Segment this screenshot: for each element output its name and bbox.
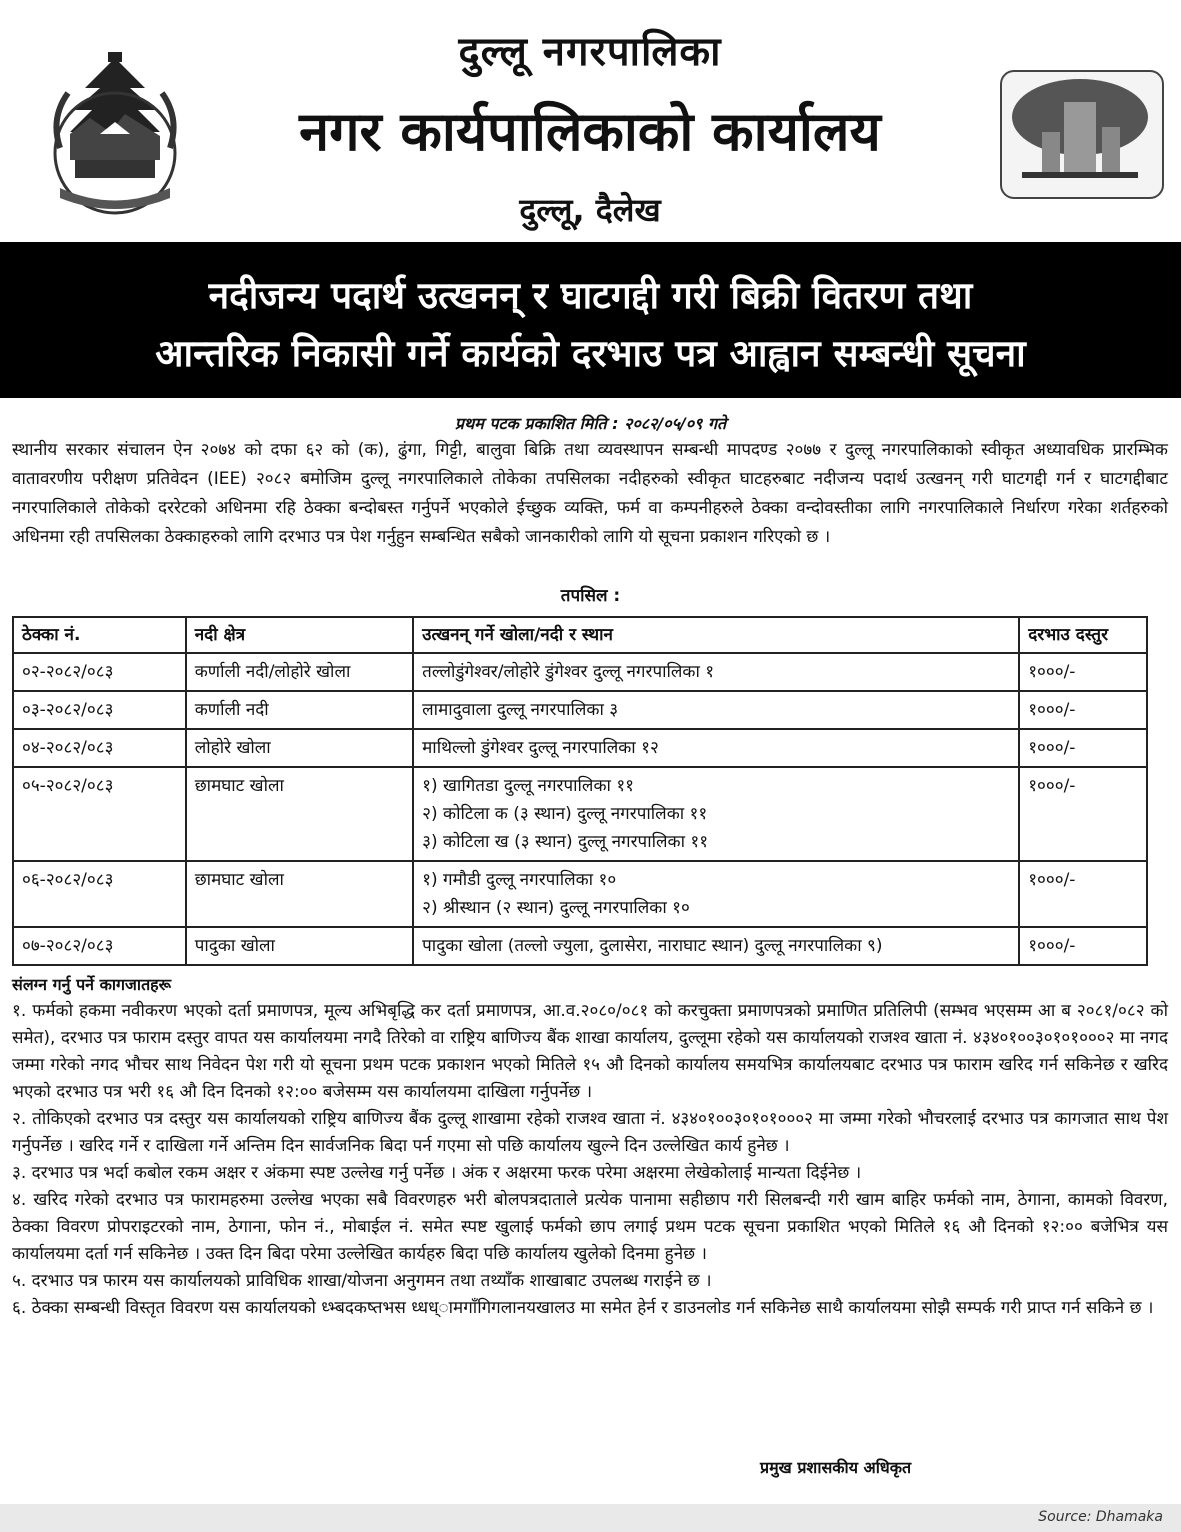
notice-header [0, 0, 1181, 240]
location-line: १) गमौडी दुल्लू नगरपालिका १० [422, 870, 617, 890]
header-location: उत्खनन् गर्ने खोला/नदी र स्थान [413, 617, 1019, 653]
fee-cell: १०००/- [1019, 729, 1147, 767]
table-row [13, 767, 1147, 861]
location-cell [413, 927, 1019, 965]
table-row [13, 861, 1147, 927]
nepal-government-emblem-icon [30, 48, 200, 218]
contracts-table [12, 616, 1148, 966]
office-name: नगर कार्यपालिकाको कार्यालय [299, 100, 881, 163]
location-line: पादुका खोला (तल्लो ज्युला, दुलासेरा, नाराघाट स्थान) दुल्लू नगरपालिका ९) [422, 936, 883, 956]
location-cell [413, 653, 1019, 691]
location-line: २) श्रीस्थान (२ स्थान) दुल्लू नगरपालिका १० [422, 898, 690, 918]
notice-title-line-2: आन्तरिक निकासी गर्ने कार्यको दरभाउ पत्र आह्वान सम्बन्धी सूचना [155, 332, 1026, 375]
documents-list [12, 998, 1168, 1322]
document-item: ३. दरभाउ पत्र भर्दा कबोल रकम अक्षर र अंकमा स्पष्ट उल्लेख गर्नु पर्नेछ । अंक र अक्षरमा फरक परेमा अक्षरमा लेखेकोलाई मान्यता दिईनेछ । [12, 1163, 862, 1183]
table-row [13, 729, 1147, 767]
river-area-cell: छामघाट खोला [186, 861, 413, 927]
contract-no-cell: ०६-२०८२/०८३ [13, 861, 186, 927]
location-cell [413, 729, 1019, 767]
schedule-label: तपसिल : [560, 586, 621, 606]
fee-cell: १०००/- [1019, 861, 1147, 927]
location-line: १) खागितडा दुल्लू नगरपालिका ११ [422, 776, 635, 796]
document-item: १. फर्मको हकमा नवीकरण भएको दर्ता प्रमाणपत्र, मूल्य अभिबृद्धि कर दर्ता प्रमाणपत्र, आ.व.२०८०/०८१ को करचुक्ता प्रमाणपत्रको प्रमाणित प्रतिलिपी (सम्भव भएसम्म आ ब २०८१/०८२ को समेत), दरभाउ पत्र फाराम दस्तुर वापत यस कार्यालयमा नगदै तिरेको वा राष्ट्रिय बाणिज्य बैंक शाखा कार्यालय, दुल्लूमा रहेको यस कार्यालयको राजश्व खाता नं. ४३४०१००३०१०१०००२ मा नगद जम्मा गरेको नगद भौचर साथ निवेदन पेश गरी यो सूचना प्रथम पटक प्रकाशन भएको मितिले १५ औ दिनको कार्यालय समयभित्र कार्यालयबाट दरभाउ पत्र फाराम खरिद गर्न सकिनेछ र खरिद भएको दरभाउ पत्र भरी १६ औ दिन दिनको १२:०० बजेसम्म यस कार्यालयमा दाखिला गर्नुपर्नेछ । [12, 1001, 1168, 1102]
footer-bar [0, 1504, 1181, 1532]
location-cell [413, 861, 1019, 927]
header-fee: दरभाउ दस्तुर [1019, 617, 1147, 653]
fee-cell: १०००/- [1019, 767, 1147, 861]
location-line: तल्लोडुंगेश्वर/लोहोरे डुंगेश्वर दुल्लू नगरपालिका १ [422, 662, 715, 682]
table-row [13, 927, 1147, 965]
river-area-cell: पादुका खोला [186, 927, 413, 965]
contract-no-cell: ०४-२०८२/०८३ [13, 729, 186, 767]
header-contract-no: ठेक्का नं. [13, 617, 186, 653]
contract-no-cell: ०२-२०८२/०८३ [13, 653, 186, 691]
header-river-area: नदी क्षेत्र [186, 617, 413, 653]
contract-no-cell: ०७-२०८२/०८३ [13, 927, 186, 965]
office-address: दुल्लू, दैलेख [519, 191, 661, 229]
location-line: लामादुवाला दुल्लू नगरपालिका ३ [422, 700, 619, 720]
document-item: ५. दरभाउ पत्र फारम यस कार्यालयको प्राविधिक शाखा/योजना अनुगमन तथा तथ्याँक शाखाबाट उपलब्ध गराईने छ । [12, 1271, 712, 1291]
signature-title: प्रमुख प्रशासकीय अधिकृत [760, 1458, 912, 1477]
fee-cell: १०००/- [1019, 691, 1147, 729]
location-line: ३) कोटिला ख (३ स्थान) दुल्लू नगरपालिका ११ [422, 832, 709, 852]
contract-no-cell: ०३-२०८२/०८३ [13, 691, 186, 729]
document-item: ६. ठेक्का सम्बन्धी विस्तृत विवरण यस कार्यालयको ध्भ्बदकष्तभस ध्धध्ामगाँगिगलानयखालउ मा समेत हेर्न र डाउनलोड गर्न सकिनेछ साथै कार्यालयमा सोझै सम्पर्क गरी प्राप्त गर्न सकिने छ । [12, 1298, 1154, 1318]
river-area-cell: कर्णाली नदी [186, 691, 413, 729]
municipality-name: दुल्लू नगरपालिका [458, 29, 722, 75]
fee-cell: १०००/- [1019, 927, 1147, 965]
contract-no-cell: ०५-२०८२/०८३ [13, 767, 186, 861]
table-header-row [13, 617, 1147, 653]
table-row [13, 653, 1147, 691]
intro-paragraph: स्थानीय सरकार संचालन ऐन २०७४ को दफा ६२ को (क), ढुंगा, गिट्टी, बालुवा बिक्रि तथा व्यवस्थापन सम्बन्धी मापदण्ड २०७७ र दुल्लू नगरपालिकाको स्वीकृत अध्यावधिक प्रारम्भिक वातावरणीय परीक्षण प्रतिवेदन (IEE) २०८२ बमोजिम दुल्लू नगरपालिकाले तोकेका तपसिलका नदीहरुको स्वीकृत घाटहरुबाट नदीजन्य पदार्थ उत्खनन् गरी घाटगद्दी गर्न र घाटगद्दीबाट नगरपालिकाले तोकेको दररेटको अधिनमा रहि ठेक्का बन्दोबस्त गर्नुपर्ने भएकोले ईच्छुक व्यक्ति, फर्म वा कम्पनीहरुले ठेक्का वन्दोवस्तीका लागि नगरपालिकाले निर्धारण गरेका शर्तहरुको अधिनमा रही तपसिलका ठेक्काहरुको लागि दरभाउ पत्र पेश गर्नुहुन सम्बन्धित सबैको जानकारीको लागि यो सूचना प्रकाशन गरिएको छ । [12, 440, 1168, 547]
document-item: ४. खरिद गरेको दरभाउ पत्र फारामहरुमा उल्लेख भएका सबै विवरणहरु भरी बोलपत्रदाताले प्रत्येक पानामा सहीछाप गरी सिलबन्दी गरी खाम बाहिर फर्मको नाम, ठेगाना, कामको विवरण, ठेक्का विवरण प्रोपराइटरको नाम, ठेगाना, फोन नं., मोबाईल नं. समेत स्पष्ट खुलाई फर्मको छाप लगाई प्रथम पटक सूचना प्रकाशित भएको मितिले १६ औ दिनको १२:०० बजेभित्र यस कार्यालयमा दर्ता गर्न सकिनेछ । उक्त दिन बिदा परेमा उल्लेखित कार्यहरु बिदा पछि कार्यालय खुलेको दिनमा हुनेछ । [12, 1190, 1168, 1264]
contracts-table-body [13, 653, 1147, 965]
document-item: २. तोकिएको दरभाउ पत्र दस्तुर यस कार्यालयको राष्ट्रिय बाणिज्य बैंक दुल्लू शाखामा रहेको राजश्व खाता नं. ४३४०१००३०१०१०००२ मा जम्मा गरेको भौचरलाई दरभाउ पत्र कागजात साथ पेश गर्नुपर्नेछ । खरिद गर्ने र दाखिला गर्ने अन्तिम दिन सार्वजनिक बिदा पर्न गएमा सो पछि कार्यालय खुल्ने दिन उल्लेखित कार्य हुनेछ । [12, 1109, 1168, 1156]
notice-title-band [0, 242, 1181, 398]
fee-cell: १०००/- [1019, 653, 1147, 691]
dullu-municipality-logo-icon [1000, 70, 1164, 199]
location-cell [413, 767, 1019, 861]
location-cell [413, 691, 1019, 729]
river-area-cell: कर्णाली नदी/लोहोरे खोला [186, 653, 413, 691]
publication-date: प्रथम पटक प्रकाशित मिति : २०८२/०५/०९ गते [454, 414, 727, 433]
source-credit: Source: Dhamaka [1038, 1509, 1163, 1525]
table-row [13, 691, 1147, 729]
notice-title-line-1: नदीजन्य पदार्थ उत्खनन् र घाटगद्दी गरी बिक्री वितरण तथा [208, 274, 973, 317]
documents-heading: संलग्न गर्नु पर्ने कागजातहरू [12, 975, 172, 994]
river-area-cell: लोहोरे खोला [186, 729, 413, 767]
location-line: २) कोटिला क (३ स्थान) दुल्लू नगरपालिका ११ [422, 804, 708, 824]
location-line: माथिल्लो डुंगेश्वर दुल्लू नगरपालिका १२ [422, 738, 659, 758]
river-area-cell: छामघाट खोला [186, 767, 413, 861]
